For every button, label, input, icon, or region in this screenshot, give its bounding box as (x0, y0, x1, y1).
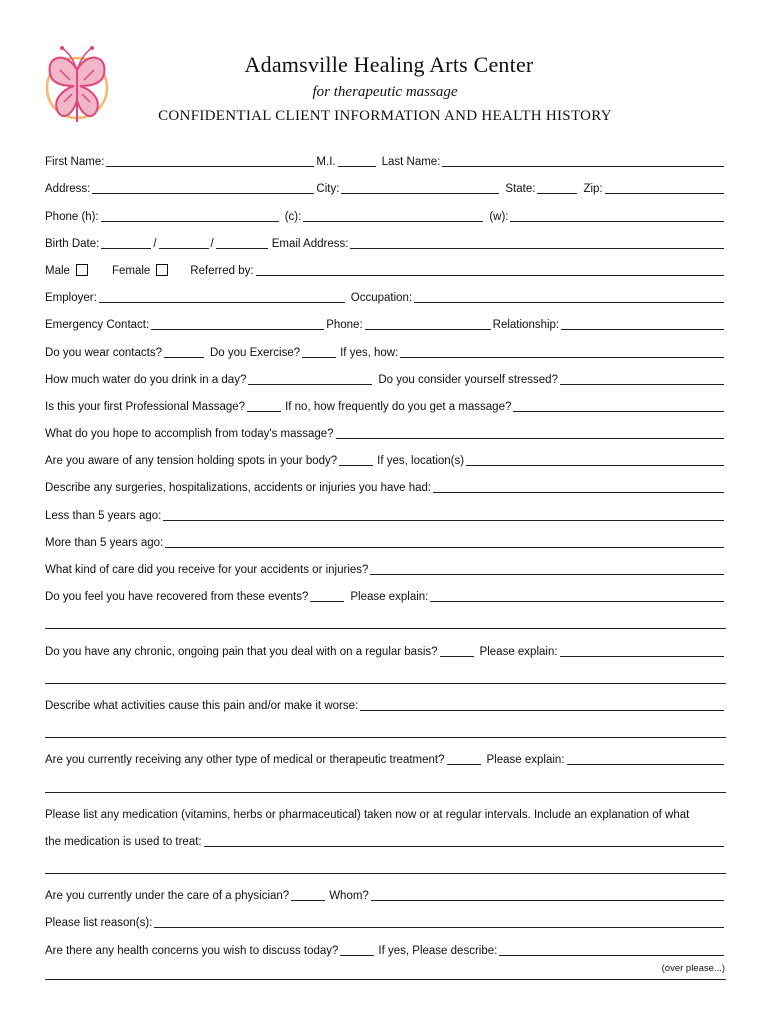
email-field[interactable] (350, 248, 724, 249)
emergency-contact-field[interactable] (151, 329, 324, 330)
birth-day-field[interactable] (159, 248, 209, 249)
medication-field[interactable] (204, 846, 724, 847)
exercise-how-field[interactable] (400, 357, 724, 358)
phone-w-label: (w): (489, 210, 509, 223)
treatment-explain-label: Please explain: (486, 754, 565, 767)
more-5-label: More than 5 years ago: (45, 536, 164, 549)
phone-c-label: (c): (284, 210, 302, 223)
row-treatment (45, 743, 726, 770)
employer-label: Employer: (45, 292, 97, 305)
treatment-explain-field[interactable] (567, 764, 724, 765)
chronic-explain-label: Please explain: (479, 645, 558, 658)
female-label: Female (111, 264, 151, 277)
water-label: How much water do you drink in a day? (45, 373, 247, 386)
activities-field[interactable] (360, 710, 724, 711)
date-separator: / (153, 237, 157, 250)
row-accomplish (45, 417, 726, 444)
stressed-label: Do you consider yourself stressed? (378, 373, 558, 386)
relationship-label: Relationship: (492, 319, 560, 332)
state-field[interactable] (537, 193, 577, 194)
first-name-label: First Name: (45, 156, 105, 169)
row-chronic-cont (45, 662, 726, 689)
zip-label: Zip: (583, 183, 603, 196)
water-field[interactable] (248, 384, 372, 385)
row-phone (45, 199, 726, 226)
more-5-field[interactable] (165, 547, 724, 548)
treatment-label: Are you currently receiving any other type of medical or therapeutic treatment? (45, 754, 445, 767)
concerns-describe-field[interactable] (499, 955, 724, 956)
emergency-phone-field[interactable] (365, 329, 491, 330)
massage-frequency-field[interactable] (513, 411, 724, 412)
mi-label: M.I. (316, 156, 336, 169)
row-address (45, 172, 726, 199)
first-massage-field[interactable] (247, 411, 281, 412)
referred-by-field[interactable] (256, 275, 724, 276)
birth-date-label: Birth Date: (45, 237, 100, 250)
row-care (45, 553, 726, 580)
care-label: What kind of care did you receive for your accidents or injuries? (45, 564, 369, 576)
emergency-contact-label: Emergency Contact: (45, 319, 150, 332)
treatment-field[interactable] (447, 764, 481, 765)
center-subtitle: for therapeutic massage (312, 84, 458, 100)
phone-w-field[interactable] (510, 221, 724, 222)
whom-label: Whom? (329, 890, 369, 903)
chronic-field[interactable] (440, 656, 474, 657)
city-field[interactable] (341, 193, 499, 194)
row-employment (45, 281, 726, 308)
physician-field[interactable] (291, 900, 325, 901)
phone-c-field[interactable] (303, 221, 483, 222)
surgeries-label: Describe any surgeries, hospitalizations, accidents or injuries you have had: (45, 482, 432, 495)
contacts-label: Do you wear contacts? (45, 346, 162, 359)
medication-label-1: Please list any medication (vitamins, herbs or pharmaceutical) taken now or at regular intervals. Include an explanation of what (45, 808, 690, 821)
concerns-line-2[interactable] (45, 979, 726, 980)
birth-month-field[interactable] (101, 248, 151, 249)
less-5-field[interactable] (163, 520, 724, 521)
exercise-field[interactable] (302, 357, 336, 358)
address-field[interactable] (92, 193, 314, 194)
reasons-field[interactable] (154, 927, 724, 928)
relationship-field[interactable] (561, 329, 724, 330)
date-separator: / (210, 237, 214, 250)
row-reasons (45, 906, 726, 933)
surgeries-field[interactable] (433, 492, 724, 493)
whom-field[interactable] (371, 900, 724, 901)
first-name-field[interactable] (106, 166, 314, 167)
tension-label: Are you aware of any tension holding spots in your body? (45, 455, 338, 468)
city-label: City: (316, 183, 340, 196)
over-please-note: (over please...) (661, 963, 725, 974)
row-tension (45, 444, 726, 471)
phone-h-field[interactable] (101, 221, 279, 222)
care-field[interactable] (370, 574, 724, 575)
less-5-label: Less than 5 years ago: (45, 509, 162, 522)
row-birth-email (45, 227, 726, 254)
employer-field[interactable] (99, 302, 345, 303)
row-treatment-cont (45, 770, 726, 797)
birth-year-field[interactable] (216, 248, 268, 249)
center-name: Adamsville Healing Arts Center (244, 52, 534, 77)
medication-line-2[interactable] (45, 873, 726, 874)
accomplish-field[interactable] (336, 438, 724, 439)
row-gender-referral (45, 254, 726, 281)
row-activities (45, 689, 726, 716)
row-recovered (45, 580, 726, 607)
state-label: State: (505, 183, 536, 196)
if-yes-how-label: If yes, how: (340, 346, 399, 359)
physician-label: Are you currently under the care of a physician? (45, 890, 290, 903)
male-label: Male (45, 264, 70, 277)
exercise-label: Do you Exercise? (209, 346, 301, 359)
chronic-explain-line-2[interactable] (45, 683, 726, 684)
form-title: CONFIDENTIAL CLIENT INFORMATION AND HEALTH HISTORY (158, 108, 612, 124)
tension-location-field[interactable] (466, 465, 724, 466)
row-recovered-cont (45, 607, 726, 634)
chronic-label: Do you have any chronic, ongoing pain that you deal with on a regular basis? (45, 645, 438, 658)
last-name-label: Last Name: (381, 156, 441, 169)
accomplish-label: What do you hope to accomplish from today's massage? (45, 428, 334, 441)
reasons-label: Please list reason(s): (45, 917, 153, 930)
recovered-field[interactable] (310, 601, 344, 602)
recovered-explain-label: Please explain: (350, 591, 429, 604)
zip-field[interactable] (605, 193, 724, 194)
row-water-stress (45, 363, 726, 390)
male-checkbox[interactable] (76, 264, 88, 276)
address-label: Address: (45, 183, 91, 196)
stressed-field[interactable] (560, 384, 724, 385)
massage-frequency-label: If no, how frequently do you get a massage? (285, 400, 512, 413)
recovered-label: Do you feel you have recovered from these events? (45, 591, 309, 604)
tension-location-label: If yes, location(s) (377, 455, 465, 468)
mi-field[interactable] (338, 166, 376, 167)
medication-label-2: the medication is used to treat: (45, 835, 202, 848)
row-medication-cont (45, 852, 726, 879)
tension-field[interactable] (339, 465, 373, 466)
treatment-explain-line-2[interactable] (45, 792, 726, 793)
row-concerns-cont (45, 961, 726, 985)
first-massage-label: Is this your first Professional Massage? (45, 400, 246, 413)
row-more-5 (45, 526, 726, 553)
activities-line-2[interactable] (45, 737, 726, 738)
emergency-phone-label: Phone: (326, 319, 363, 332)
occupation-field[interactable] (414, 302, 724, 303)
concerns-field[interactable] (340, 955, 374, 956)
row-medication-1 (45, 798, 726, 825)
last-name-field[interactable] (442, 166, 724, 167)
recovered-explain-field[interactable] (430, 601, 724, 602)
row-activities-cont (45, 716, 726, 743)
row-name (45, 145, 726, 172)
concerns-label: Are there any health concerns you wish to discuss today? (45, 944, 339, 957)
row-first-massage (45, 390, 726, 417)
client-form (45, 145, 726, 985)
row-less-5 (45, 498, 726, 525)
referred-by-label: Referred by: (190, 264, 254, 277)
activities-label: Describe what activities cause this pain and/or make it worse: (45, 699, 359, 712)
row-surgeries (45, 471, 726, 498)
recovered-explain-line-2[interactable] (45, 628, 726, 629)
contacts-field[interactable] (164, 357, 204, 358)
email-label: Email Address: (271, 237, 349, 250)
row-physician (45, 879, 726, 906)
row-chronic (45, 634, 726, 661)
phone-h-label: Phone (h): (45, 210, 99, 223)
row-concerns (45, 933, 726, 960)
concerns-describe-label: If yes, Please describe: (378, 944, 498, 957)
female-checkbox[interactable] (156, 264, 168, 276)
row-medication-2 (45, 825, 726, 852)
row-contacts-exercise (45, 335, 726, 362)
chronic-explain-field[interactable] (560, 656, 724, 657)
row-emergency (45, 308, 726, 335)
occupation-label: Occupation: (350, 292, 413, 305)
